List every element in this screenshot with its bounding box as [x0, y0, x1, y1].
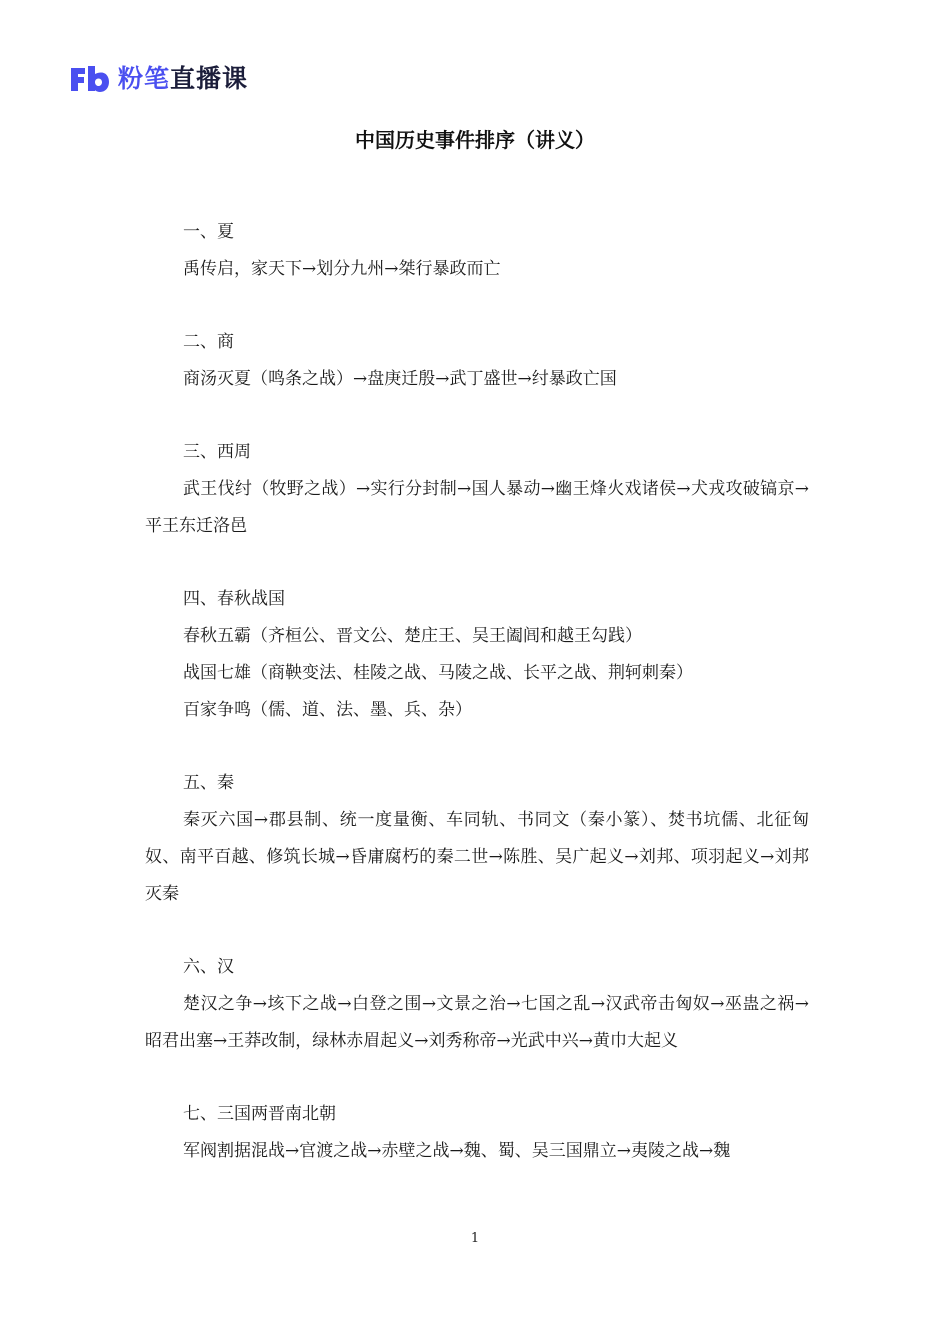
document-title: 中国历史事件排序（讲义）	[355, 128, 595, 152]
section-heading: 一、夏	[183, 222, 234, 242]
section-paragraph: 商汤灭夏（鸣条之战）→盘庚迁殷→武丁盛世→纣暴政亡国	[183, 369, 617, 389]
page-number: 1	[470, 1231, 480, 1246]
brand-logo	[68, 62, 248, 96]
section-xia	[145, 214, 809, 288]
section-paragraph: 军阀割据混战→官渡之战→赤壁之战→魏、蜀、吴三国鼎立→夷陵之战→魏	[183, 1141, 731, 1161]
section-qin	[145, 765, 809, 913]
brand-wordmark	[118, 62, 248, 96]
section-paragraph: 秦灭六国→郡县制、统一度量衡、车同轨、书同文（秦小篆）、焚书坑儒、北征匈奴、南平百越、修筑长城→昏庸腐朽的秦二世→陈胜、吴广起义→刘邦、项羽起义→刘邦灭秦	[145, 810, 809, 904]
section-paragraph: 春秋五霸（齐桓公、晋文公、楚庄王、吴王阖闾和越王勾践）	[183, 626, 642, 646]
section-western-zhou	[145, 434, 809, 545]
document-body	[145, 214, 809, 1206]
product-name: 直播课	[170, 64, 249, 93]
section-paragraph: 武王伐纣（牧野之战）→实行分封制→国人暴动→幽王烽火戏诸侯→犬戎攻破镐京→平王东迁洛邑	[145, 479, 809, 536]
section-heading: 三、西周	[183, 442, 251, 462]
section-paragraph: 战国七雄（商鞅变法、桂陵之战、马陵之战、长平之战、荆轲刺秦）	[183, 663, 693, 683]
section-heading: 二、商	[183, 332, 234, 352]
section-heading: 七、三国两晋南北朝	[183, 1104, 336, 1124]
section-shang	[145, 324, 809, 398]
section-heading: 五、秦	[183, 773, 234, 793]
section-paragraph: 百家争鸣（儒、道、法、墨、兵、杂）	[183, 700, 472, 720]
section-paragraph: 禹传启，家天下→划分九州→桀行暴政而亡	[183, 259, 501, 279]
fenbi-fb-logo-icon	[68, 64, 110, 94]
section-heading: 四、春秋战国	[183, 589, 285, 609]
section-paragraph: 楚汉之争→垓下之战→白登之围→文景之治→七国之乱→汉武帝击匈奴→巫蛊之祸→昭君出塞→王莽改制，绿林赤眉起义→刘秀称帝→光武中兴→黄巾大起义	[145, 994, 809, 1051]
section-heading: 六、汉	[183, 957, 234, 977]
section-spring-autumn-warring-states	[145, 581, 809, 729]
brand-name: 粉笔	[118, 64, 171, 93]
section-three-kingdoms	[145, 1096, 809, 1170]
section-han	[145, 949, 809, 1060]
